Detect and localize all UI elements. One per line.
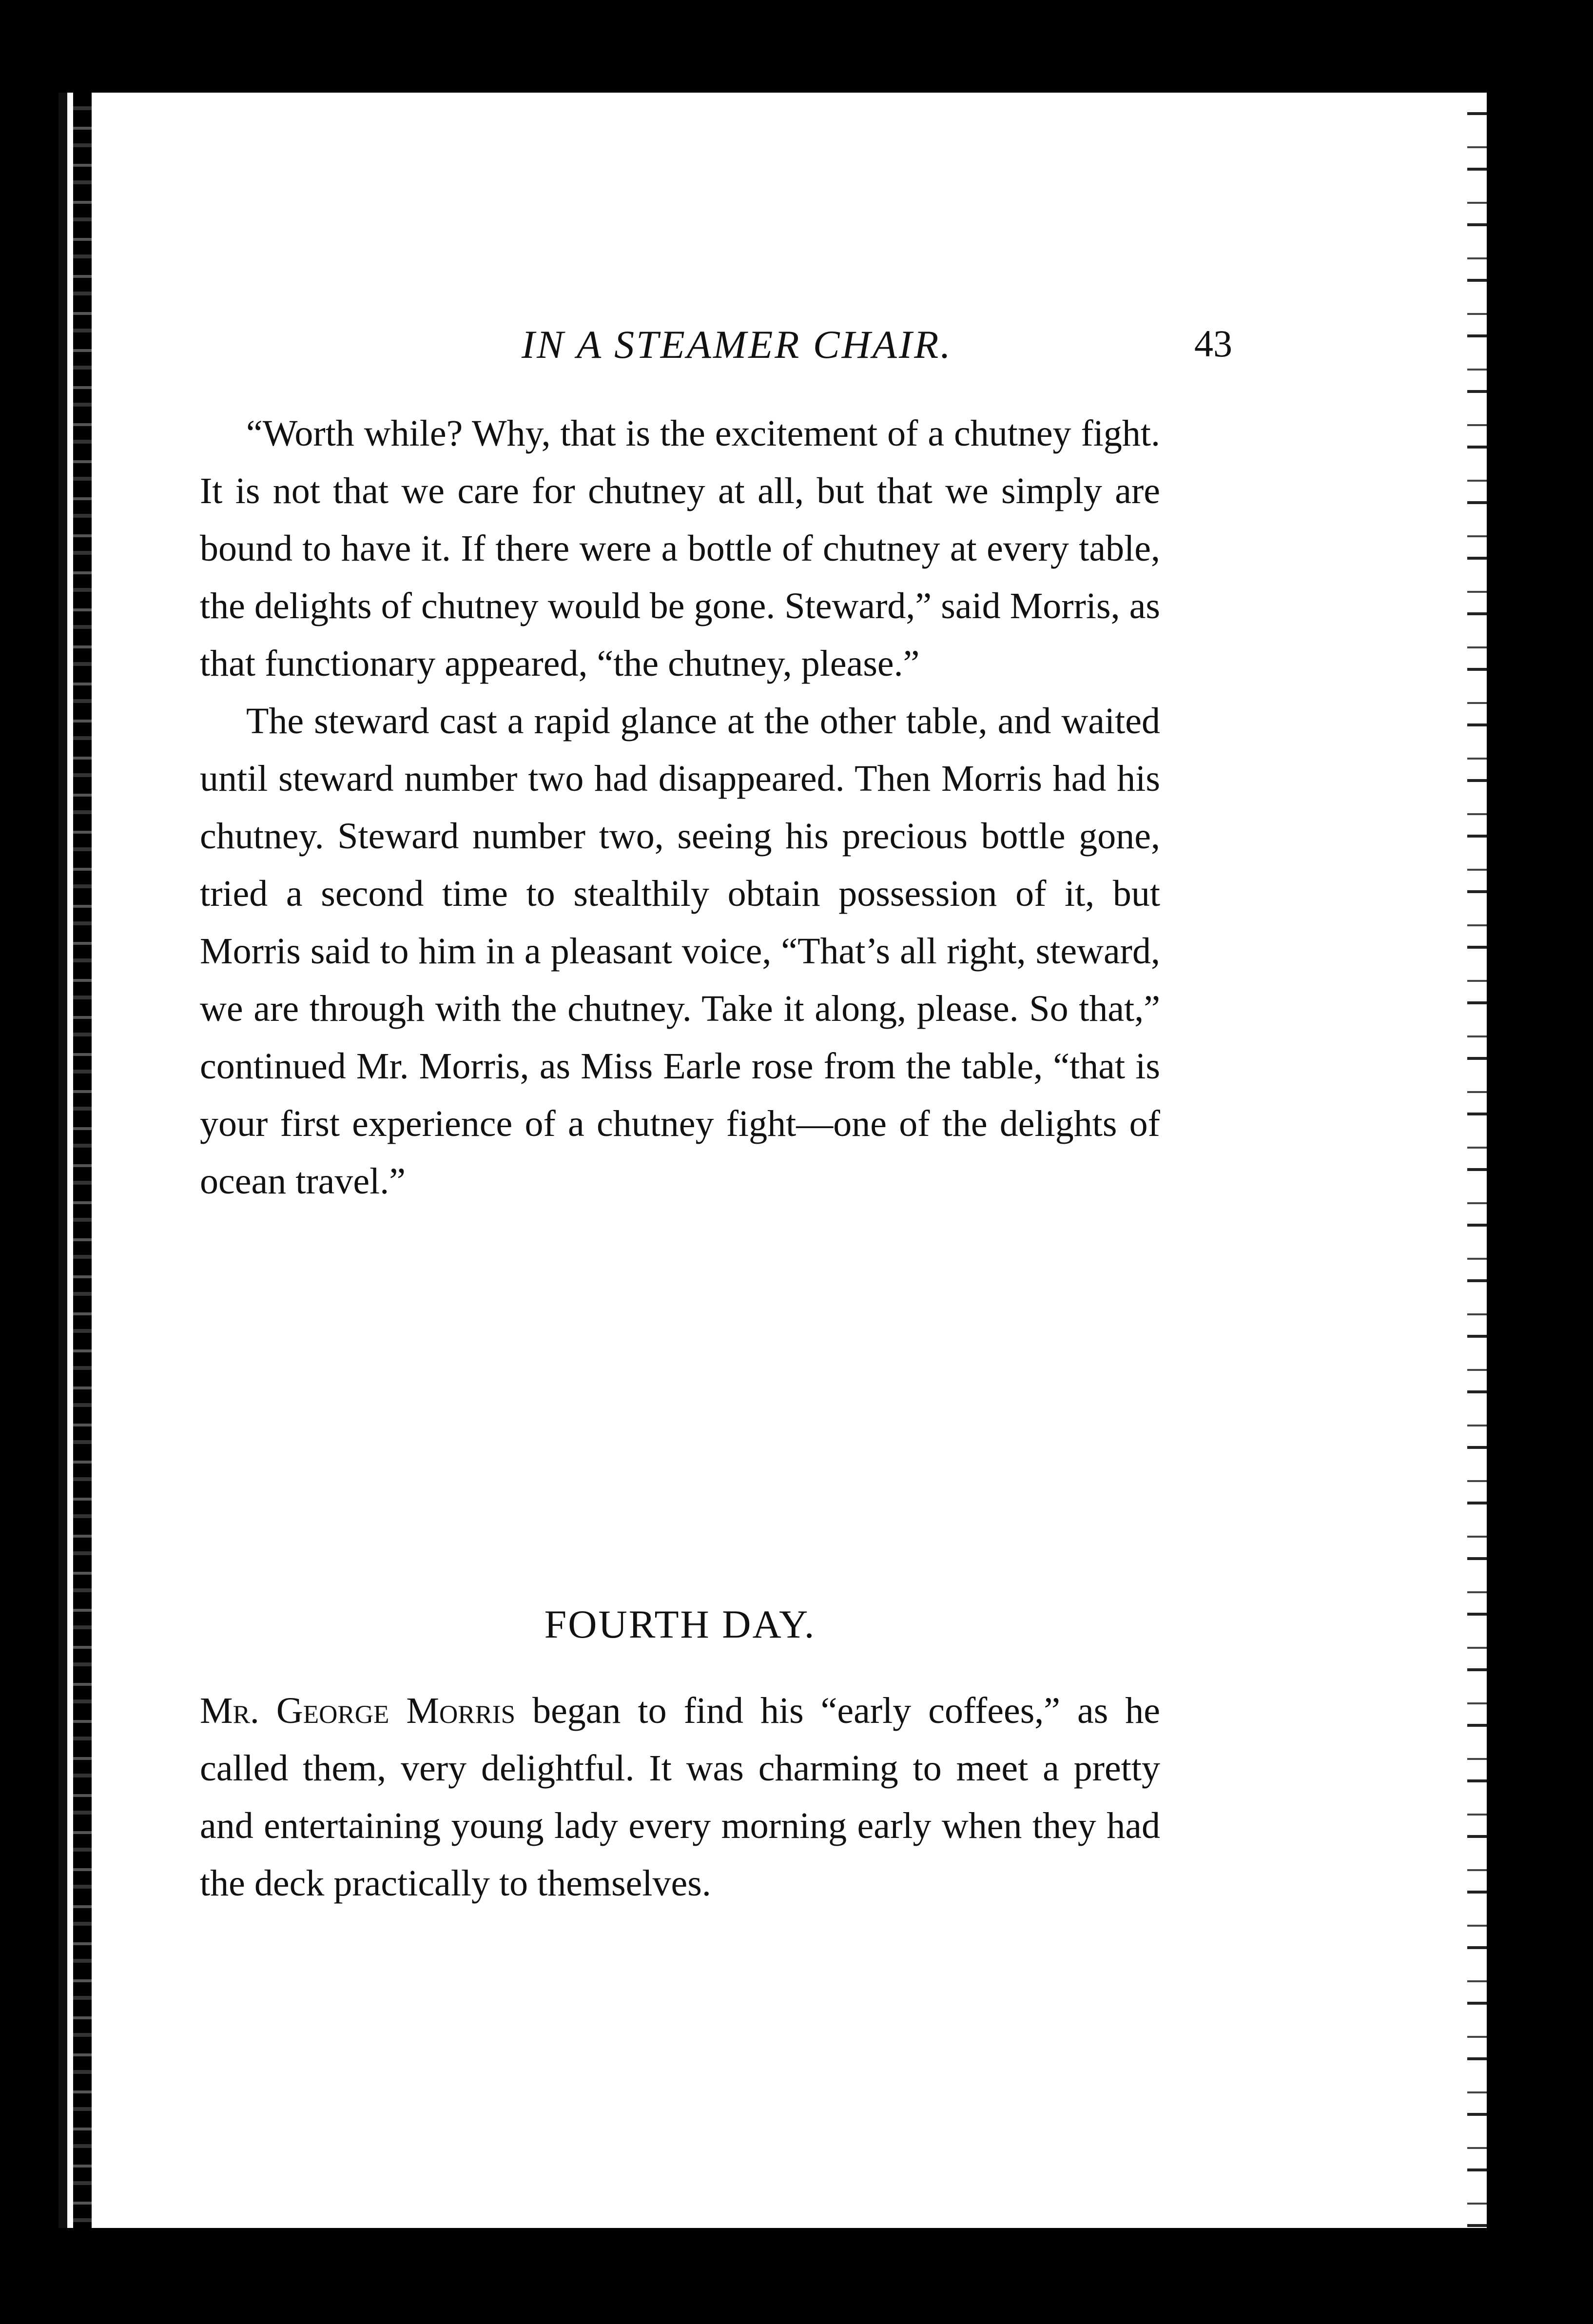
paragraph: “Worth while? Why, that is the excitement of a chutney fight. It is not that we care for chutney at all, but that we simply are bound to have it. If there were a bottle of chutney at every table, the delights of chutney would be gone. Steward,” said Morris, as that functionary appeared, “the chutney, please.” [200, 413, 1160, 684]
lead-rest: began to find his “early coffees,” as he called them, very delightful. It was charming to meet a pretty and entertaining young lady every morning early when they had the deck practically to themselves. [200, 1690, 1161, 1904]
paragraph: The steward cast a rapid glance at the other table, and waited until steward number two had disappeared. Then Morris had his chutney. Steward number two, seeing his precious bottle gone, tried a second time to stealthily obtain possession of it, but Morris said to him in a pleasant voice, “That’s all right, steward, we are through with the chutney. Take it along, please. So that,” continued Mr. Morris, as Miss Earle rose from the table, “that is your first experience of a chutney fight—one of the delights of ocean travel.” [200, 701, 1160, 1202]
running-title: IN A STEAMER CHAIR. [522, 322, 952, 367]
paragraph [200, 1682, 1160, 1912]
section-heading: FOURTH DAY. [544, 1602, 816, 1646]
page-header [463, 322, 1243, 375]
chapter-body [200, 405, 1160, 1210]
lead-smallcaps: Mr. George Morris [200, 1690, 516, 1731]
section-body [200, 1682, 1160, 1912]
page-number: 43 [1194, 322, 1232, 365]
